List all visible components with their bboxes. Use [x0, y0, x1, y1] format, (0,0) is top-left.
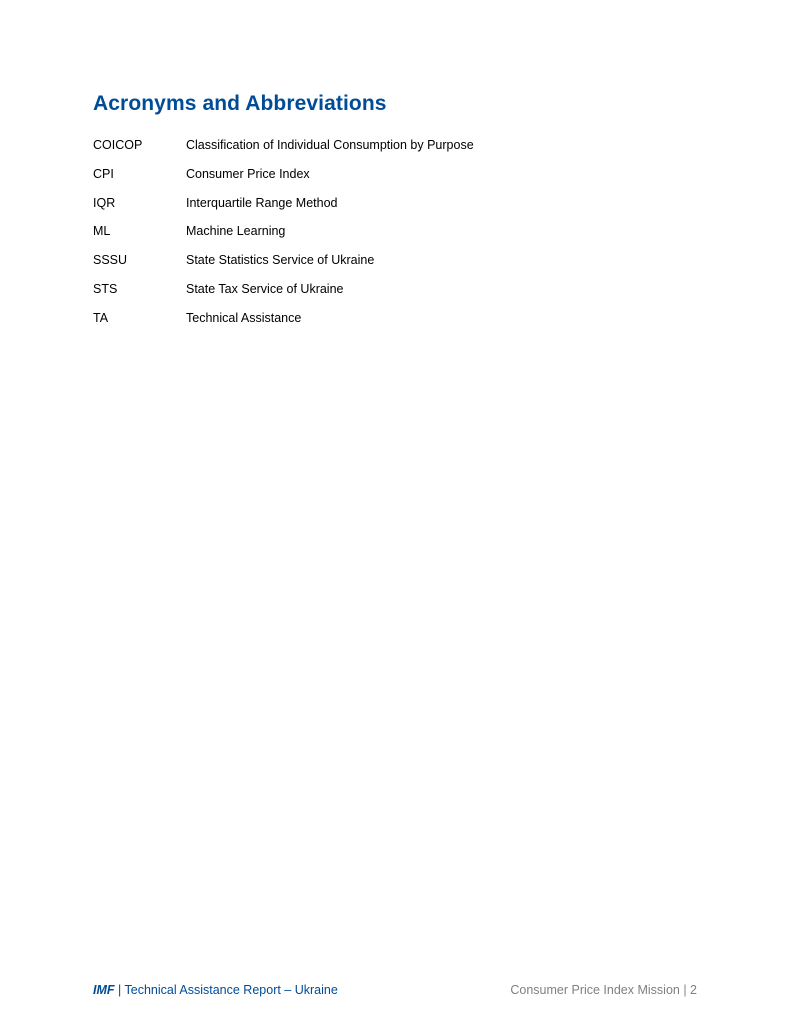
acronym-definition: State Tax Service of Ukraine: [186, 281, 344, 296]
page-footer: [93, 983, 697, 998]
acronym-abbr: COICOP: [93, 138, 143, 152]
acronym-row: [93, 196, 693, 225]
acronym-row: [93, 282, 693, 311]
imf-logo-text: IMF: [93, 983, 115, 997]
acronym-row: [93, 224, 693, 253]
acronym-definition: State Statistics Service of Ukraine: [186, 253, 375, 268]
acronym-list: [93, 138, 693, 340]
acronym-row: [93, 138, 693, 167]
page-title: Acronyms and Abbreviations: [93, 92, 387, 115]
acronym-abbr: SSSU: [93, 253, 128, 268]
acronym-row: [93, 311, 693, 340]
acronym-row: [93, 167, 693, 196]
acronym-abbr: STS: [93, 281, 118, 296]
acronym-definition: Interquartile Range Method: [186, 195, 338, 210]
acronym-row: [93, 253, 693, 282]
acronym-definition: Technical Assistance: [186, 310, 302, 325]
acronym-abbr: IQR: [93, 195, 116, 210]
acronym-definition: Classification of Individual Consumption by Purpose: [186, 138, 474, 152]
footer-separator: |: [114, 983, 125, 997]
acronym-definition: Consumer Price Index: [186, 166, 310, 181]
footer-report-label: Technical Assistance Report – Ukraine: [124, 983, 338, 997]
acronym-abbr: CPI: [93, 166, 114, 181]
footer-page-info: Consumer Price Index Mission | 2: [510, 983, 697, 997]
acronym-abbr: ML: [93, 224, 111, 239]
acronym-abbr: TA: [93, 310, 109, 325]
footer-report-title: [93, 983, 338, 998]
acronym-definition: Machine Learning: [186, 224, 286, 239]
